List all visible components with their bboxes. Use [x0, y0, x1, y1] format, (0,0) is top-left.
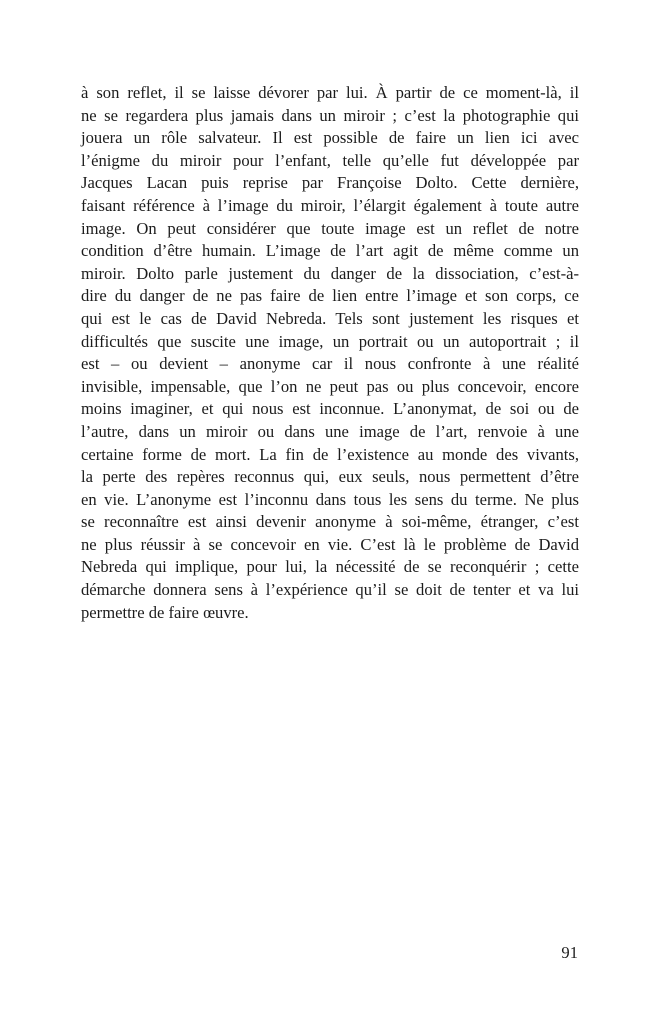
text-line: invisible, impensable, que l’on ne peut pas ou plus concevoir, encore [81, 376, 579, 396]
text-line: ne plus réussir à se concevoir en vie. C’est là le problème de David [81, 534, 579, 554]
text-line: l’énigme du miroir pour l’enfant, telle qu’elle fut développée par [81, 150, 579, 170]
text-line: est – ou devient – anonyme car il nous confronte à une réalité [81, 354, 579, 374]
text-line: à son reflet, il se laisse dévorer par lui. À partir de ce moment-là, il [81, 83, 579, 102]
text-line: ne se regardera plus jamais dans un miroir ; c’est la photographie qui [81, 105, 579, 125]
text-line: faisant référence à l’image du miroir, l’élargit également à toute autre [81, 195, 579, 215]
text-line: en vie. L’anonyme est l’inconnu dans tous les sens du terme. Ne plus [81, 489, 579, 509]
text-line: Nebreda qui implique, pour lui, la nécessité de se reconquérir ; cette [81, 557, 579, 577]
text-line: l’autre, dans un miroir ou dans une image de l’art, renvoie à une [81, 421, 579, 441]
body-paragraph [81, 82, 579, 624]
text-line: certaine forme de mort. La fin de l’existence au monde des vivants, [81, 444, 579, 464]
text-line-last: permettre de faire œuvre. [81, 602, 249, 622]
text-line: condition d’être humain. L’image de l’art agit de même comme un [81, 241, 579, 261]
text-line: la perte des repères reconnus qui, eux seuls, nous permettent d’être [81, 467, 579, 487]
text-line: Jacques Lacan puis reprise par Françoise Dolto. Cette dernière, [81, 173, 579, 193]
text-line: se reconnaître est ainsi devenir anonyme à soi-même, étranger, c’est [81, 512, 579, 532]
text-line: image. On peut considérer que toute image est un reflet de notre [81, 218, 579, 238]
text-line: jouera un rôle salvateur. Il est possible de faire un lien ici avec [81, 128, 579, 148]
text-line: miroir. Dolto parle justement du danger de la dissociation, c’est-à- [81, 263, 579, 283]
text-line: dire du danger de ne pas faire de lien entre l’image et son corps, ce [81, 286, 579, 306]
text-line: démarche donnera sens à l’expérience qu’il se doit de tenter et va lui [81, 580, 579, 600]
text-line: qui est le cas de David Nebreda. Tels sont justement les risques et [81, 308, 579, 328]
page-number: 91 [561, 943, 578, 962]
text-line: moins imaginer, et qui nous est inconnue. L’anonymat, de soi ou de [81, 399, 579, 419]
text-line: difficultés que suscite une image, un portrait ou un autoportrait ; il [81, 331, 579, 351]
